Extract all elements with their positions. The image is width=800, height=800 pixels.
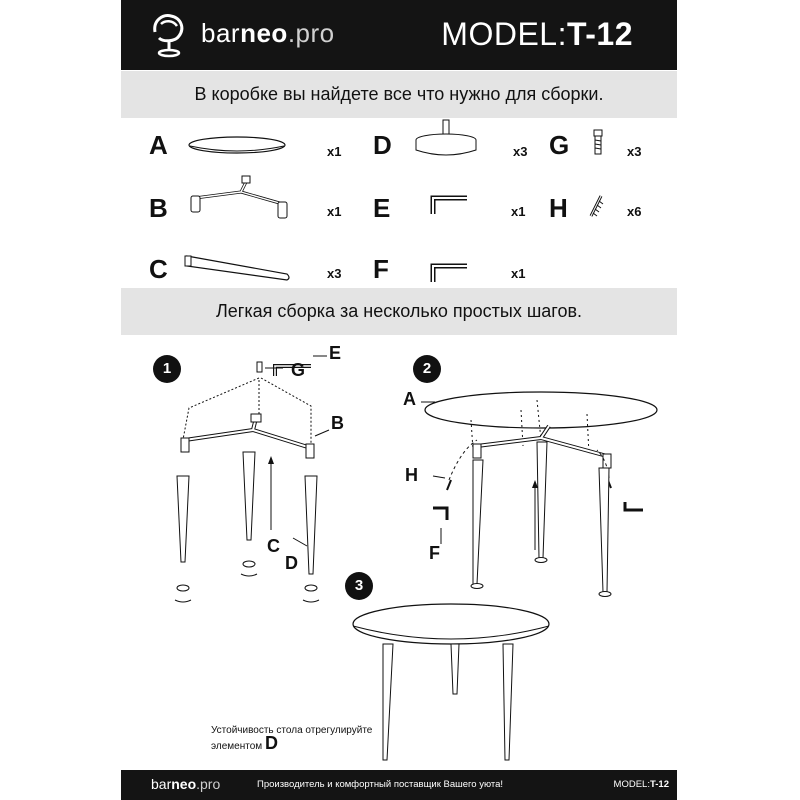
brand-logo: barneo.pro — [201, 18, 335, 48]
stability-note-element: D — [264, 733, 278, 753]
step-1-diagram — [161, 340, 361, 610]
step-1-label-d: D — [285, 553, 298, 573]
part-f-qty: x1 — [511, 266, 526, 281]
footer-model: MODEL:T-12 — [613, 779, 669, 790]
part-e-qty: x1 — [511, 204, 526, 219]
step-1-label-b: B — [331, 413, 344, 433]
adjustable-foot-icon — [413, 118, 479, 160]
part-h-letter: H — [549, 193, 568, 223]
wood-screw-icon — [587, 194, 609, 222]
part-g-letter: G — [549, 130, 570, 160]
chair-logo-icon — [149, 12, 189, 58]
footer-bar — [121, 770, 677, 800]
footer-brand-logo: barneo.pro — [151, 776, 221, 792]
part-b-qty: x1 — [327, 204, 342, 219]
part-g-qty: x3 — [627, 144, 642, 159]
hex-key-icon — [427, 194, 471, 218]
step-3-assembled-table — [347, 600, 557, 764]
tripod-base-frame-icon — [185, 174, 295, 220]
part-d-letter: D — [373, 130, 392, 160]
part-c-letter: C — [149, 254, 168, 284]
contents-banner: В коробке вы найдете все что нужно для сборки. — [121, 71, 677, 118]
footer-tagline: Производитель и комфортный поставщик Вашего уюта! — [257, 779, 504, 790]
stability-note — [211, 724, 372, 753]
part-d-qty: x3 — [513, 144, 528, 159]
step-2-label-h: H — [405, 465, 418, 485]
part-b-letter: B — [149, 193, 168, 223]
part-a-letter: A — [149, 130, 168, 160]
bolt-icon — [591, 128, 605, 158]
part-h-qty: x6 — [627, 204, 642, 219]
step-2-badge: 2 — [413, 355, 441, 383]
stability-note-line2: элементом D — [211, 733, 278, 753]
hex-key-icon — [427, 262, 471, 286]
part-c-qty: x3 — [327, 266, 342, 281]
header-bar — [121, 0, 677, 70]
part-e-letter: E — [373, 193, 391, 223]
step-1-label-c: C — [267, 536, 280, 556]
round-tabletop-icon — [187, 134, 287, 156]
part-f-letter: F — [373, 254, 389, 284]
step-2-label-a: A — [403, 389, 416, 409]
easy-assembly-banner: Легкая сборка за несколько простых шагов. — [121, 288, 677, 335]
instruction-sheet — [121, 0, 677, 800]
part-a-qty: x1 — [327, 144, 342, 159]
step-1-label-g: G — [291, 360, 306, 380]
stability-note-line1: Устойчивость стола отрегулируйте — [211, 725, 373, 736]
step-1-label-e: E — [329, 343, 342, 363]
step-3-badge: 3 — [345, 572, 373, 600]
step-2-diagram — [411, 380, 671, 606]
tapered-leg-icon — [183, 250, 295, 284]
step-1-badge: 1 — [153, 355, 181, 383]
step-2-label-f: F — [429, 543, 440, 563]
model-title: MODEL:T-12 — [441, 16, 633, 52]
